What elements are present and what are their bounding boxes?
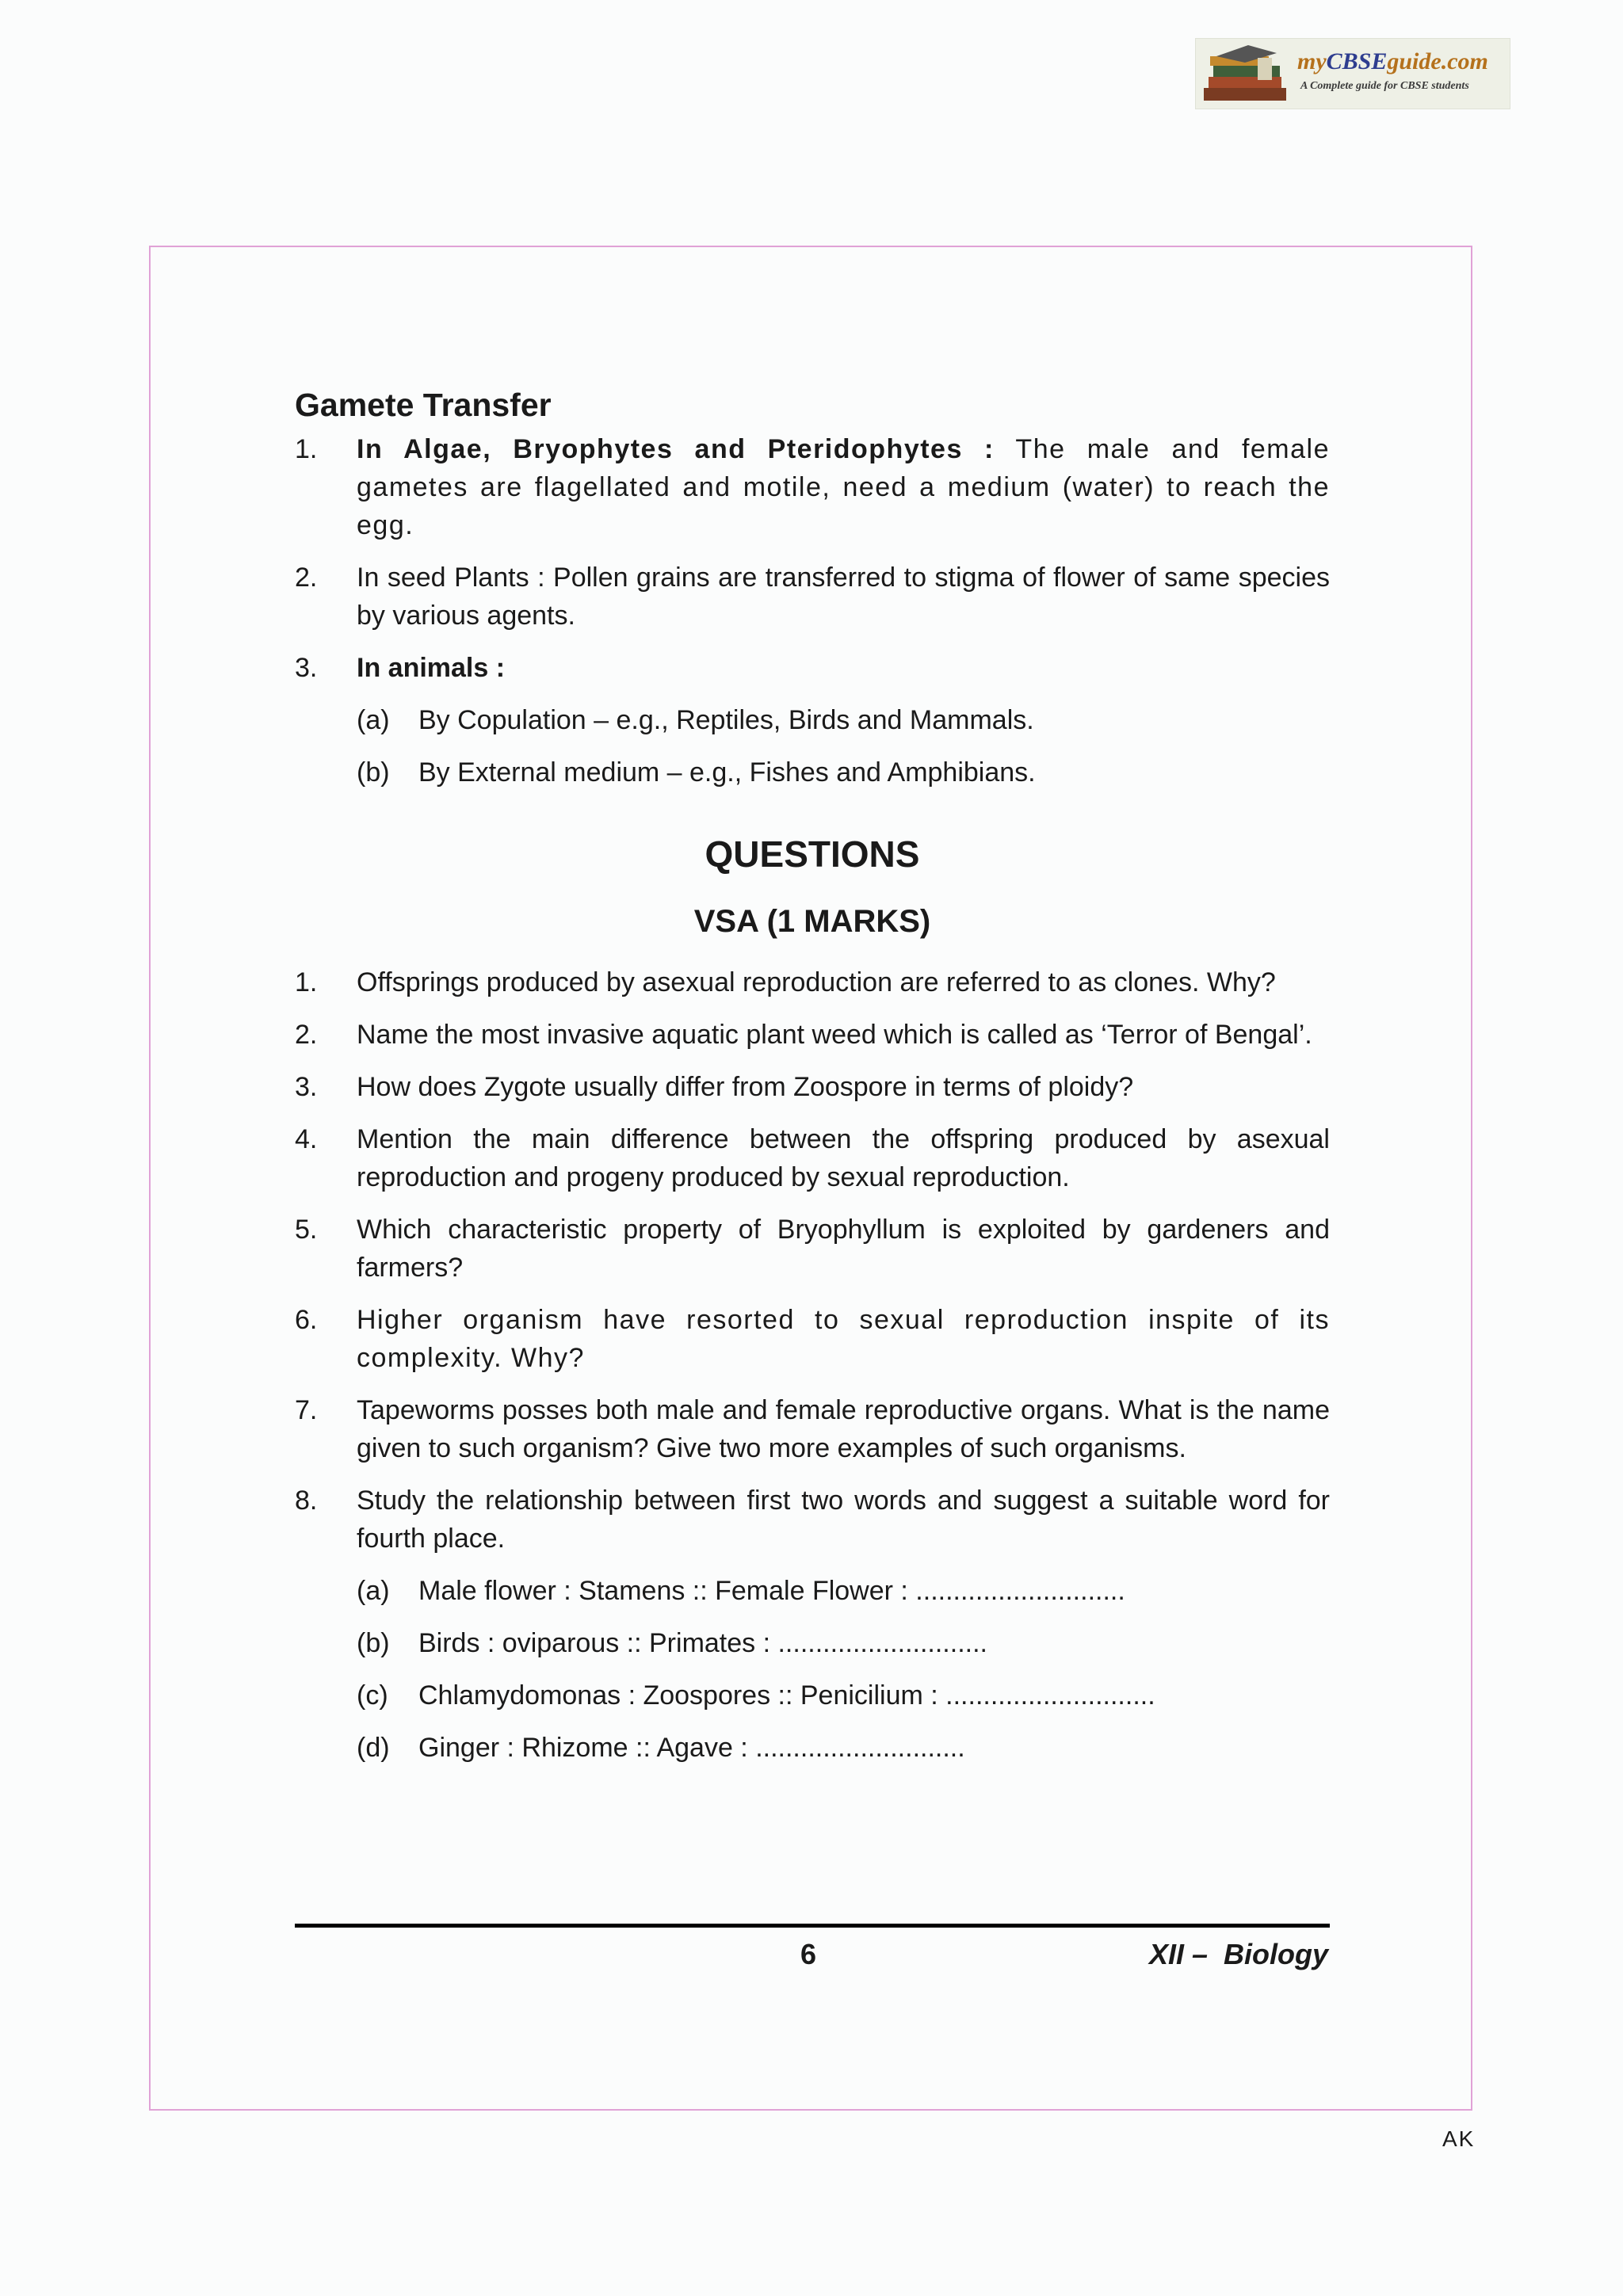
section-title-gamete-transfer: Gamete Transfer bbox=[295, 387, 552, 423]
item-number: 7. bbox=[295, 1395, 318, 1425]
questions-heading: QUESTIONS bbox=[705, 833, 920, 875]
analogy-item-c bbox=[295, 1676, 1330, 1714]
item-number: 2. bbox=[295, 563, 318, 593]
footer-subject: XII – Biology bbox=[1148, 1938, 1328, 1970]
question-item-8 bbox=[295, 1482, 1330, 1558]
item-number: 1. bbox=[295, 967, 318, 997]
item-text: Offsprings produced by asexual reproduction are referred to as clones. Why? bbox=[357, 967, 1276, 997]
item-text: Study the relationship between first two words and suggest a suitable word for fourth place. bbox=[357, 1486, 1330, 1554]
question-item-6 bbox=[295, 1301, 1330, 1377]
item-text: In seed Plants : Pollen grains are transferred to stigma of flower of same species by various agents. bbox=[357, 563, 1330, 631]
subitem-letter: (b) bbox=[357, 1628, 390, 1658]
subitem-text: Ginger : Rhizome :: Agave : ............................ bbox=[418, 1733, 965, 1763]
item-number: 3. bbox=[295, 653, 318, 683]
subitem-letter: (a) bbox=[357, 1576, 390, 1606]
item-text: In animals : bbox=[357, 653, 506, 683]
gamete-subitem-b bbox=[295, 753, 1330, 791]
footer-divider bbox=[295, 1924, 1330, 1928]
item-number: 3. bbox=[295, 1072, 318, 1102]
subitem-letter: (b) bbox=[357, 757, 390, 788]
question-item-7 bbox=[295, 1391, 1330, 1467]
page-number: 6 bbox=[800, 1938, 817, 1970]
subitem-text: Birds : oviparous :: Primates : ............................ bbox=[418, 1628, 987, 1658]
item-number: 2. bbox=[295, 1020, 318, 1050]
mycbseguide-logo bbox=[1195, 38, 1510, 109]
gamete-item-2 bbox=[295, 559, 1330, 635]
subitem-text: Chlamydomonas : Zoospores :: Penicilium : ............................ bbox=[418, 1680, 1155, 1711]
subitem-letter: (d) bbox=[357, 1733, 390, 1763]
item-text: Name the most invasive aquatic plant weed which is called as ‘Terror of Bengal’. bbox=[357, 1020, 1312, 1050]
item-text: In Algae, Bryophytes and Pteridophytes : The male and female gametes are flagellated and motile, need a medium (water) to reach the egg. bbox=[357, 434, 1331, 540]
subitem-text: By External medium – e.g., Fishes and Amphibians. bbox=[418, 757, 1036, 788]
item-text: Tapeworms posses both male and female reproductive organs. What is the name given to such organism? Give two more examples of such organisms. bbox=[357, 1395, 1330, 1463]
subitem-letter: (a) bbox=[357, 705, 390, 735]
question-item-4 bbox=[295, 1120, 1330, 1196]
item-text: Higher organism have resorted to sexual reproduction inspite of its complexity. Why? bbox=[357, 1305, 1330, 1373]
analogy-item-b bbox=[295, 1624, 1330, 1662]
item-number: 5. bbox=[295, 1215, 318, 1245]
item-text: Mention the main difference between the offspring produced by asexual reproduction and progeny produced by sexual reproduction. bbox=[357, 1124, 1330, 1192]
logo-tagline: A Complete guide for CBSE students bbox=[1300, 80, 1469, 92]
corner-mark: AK bbox=[1442, 2126, 1476, 2151]
vsa-heading: VSA (1 MARKS) bbox=[693, 904, 931, 939]
item-text: Which characteristic property of Bryophyllum is exploited by gardeners and farmers? bbox=[357, 1215, 1330, 1283]
books-icon bbox=[1201, 42, 1294, 105]
subitem-text: By Copulation – e.g., Reptiles, Birds and Mammals. bbox=[418, 705, 1034, 735]
item-number: 4. bbox=[295, 1124, 318, 1154]
question-item-1 bbox=[295, 963, 1330, 1001]
subitem-text: Male flower : Stamens :: Female Flower : ............................ bbox=[418, 1576, 1125, 1606]
subitem-letter: (c) bbox=[357, 1680, 388, 1711]
item-text: How does Zygote usually differ from Zoospore in terms of ploidy? bbox=[357, 1072, 1134, 1102]
question-item-2 bbox=[295, 1016, 1330, 1054]
question-item-5 bbox=[295, 1211, 1330, 1287]
question-item-3 bbox=[295, 1068, 1330, 1106]
gamete-item-3 bbox=[295, 649, 1330, 687]
logo-brand-text: myCBSEguide.com bbox=[1297, 48, 1488, 74]
gamete-subitem-a bbox=[295, 701, 1330, 739]
item-number: 1. bbox=[295, 434, 318, 464]
item-number: 6. bbox=[295, 1305, 318, 1335]
analogy-item-a bbox=[295, 1572, 1330, 1610]
page-content bbox=[295, 387, 1330, 1781]
gamete-item-1 bbox=[295, 430, 1330, 544]
item-number: 8. bbox=[295, 1486, 318, 1516]
analogy-item-d bbox=[295, 1729, 1330, 1767]
